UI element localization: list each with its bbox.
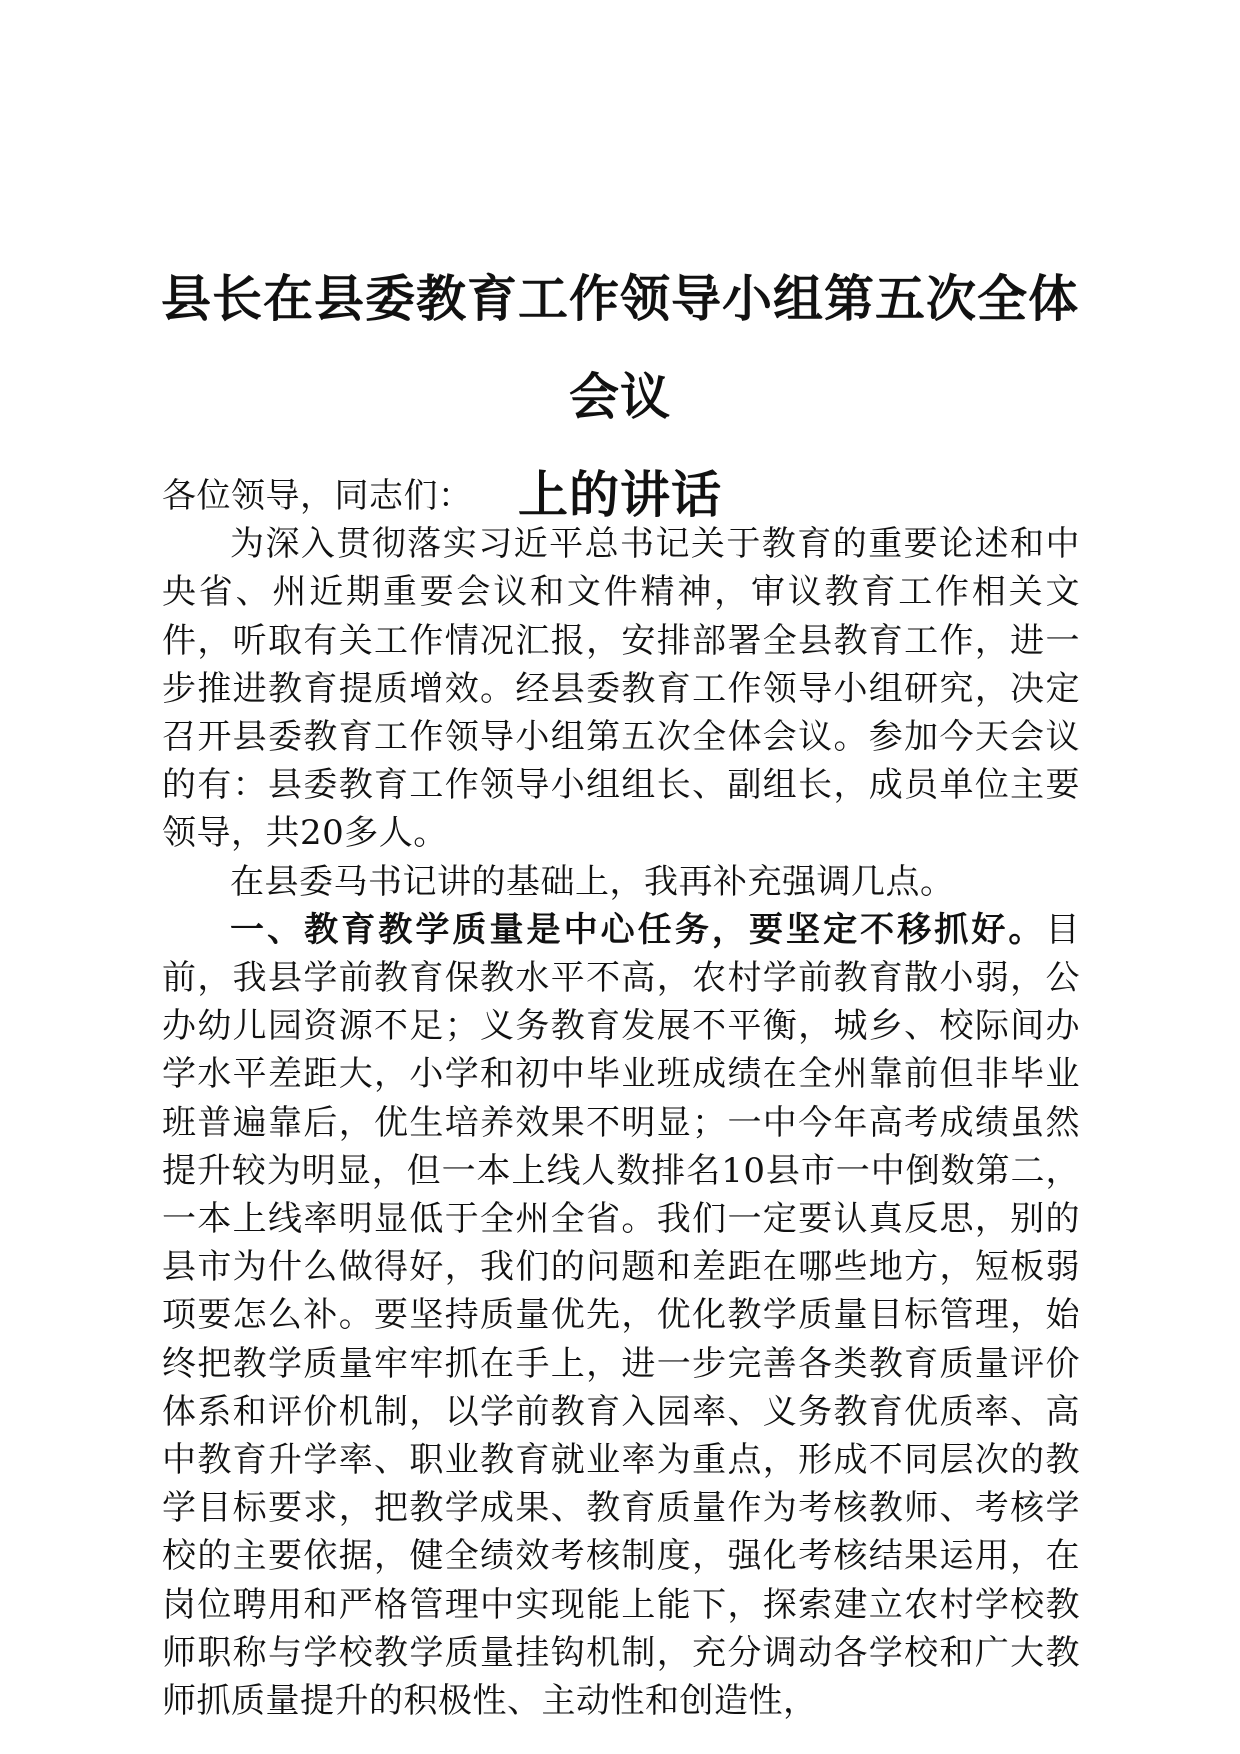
section-one-text: 目前，我县学前教育保教水平不高，农村学前教育散小弱，公办幼儿园资源不足；义务教育发展不平衡，城乡、校际间办学水平差距大，小学和初中毕业班成绩在全州靠前但非毕业班普遍靠后，优生培养效果不明显；一中今年高考成绩虽然提升较为明显，但一本上线人数排名10县市一中倒数第二，一本上线率明显低于全州全省。我们一定要认真反思，别的县市为什么做得好，我们的问题和差距在哪些地方，短板弱项要怎么补。要坚持质量优先，优化教学质量目标管理，始终把教学质量牢牢抓在手上，进一步完善各类教育质量评价体系和评价机制，以学前教育入园率、义务教育优质率、高中教育升学率、职业教育就业率为重点，形成不同层次的教学目标要求，把教学成果、教育质量作为考核教师、考核学校的主要依据，健全绩效考核制度，强化考核结果运用，在岗位聘用和严格管理中实现能上能下，探索建立农村学校教师职称与学校教学质量挂钩机制，充分调动各学校和广大教师抓质量提升的积极性、主动性和创造性， [162, 909, 1080, 1722]
document-body [162, 472, 1080, 1725]
title-line-1: 县长在县委教育工作领导小组第五次全体会议 [161, 269, 1079, 426]
salutation: 各位领导，同志们： [162, 476, 473, 516]
paragraph-intro [162, 520, 1080, 857]
section-one-heading: 一、教育教学质量是中心任务，要坚定不移抓好。 [230, 909, 1046, 950]
title-line-2: 上的讲话 [518, 465, 722, 524]
paragraph-intro-text: 为深入贯彻落实习近平总书记关于教育的重要论述和中央省、州近期重要会议和文件精神，审议教育工作相关文件，听取有关工作情况汇报，安排部署全县教育工作，进一步推进教育提质增效。经县委教育工作领导小组研究，决定召开县委教育工作领导小组第五次全体会议。参加今天会议的有：县委教育工作领导小组组长、副组长，成员单位主要领导，共20多人。 [162, 524, 1080, 854]
paragraph-transition-text: 在县委马书记讲的基础上，我再补充强调几点。 [230, 861, 955, 902]
paragraph-section-one [162, 906, 1080, 1725]
paragraph-transition [162, 858, 1080, 906]
